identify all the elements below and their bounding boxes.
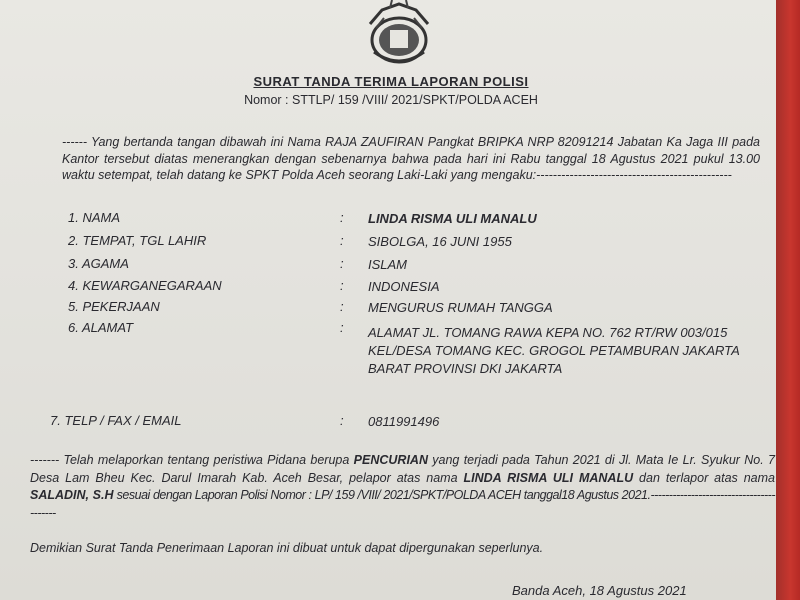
closing-paragraph: Demikian Surat Tanda Penerimaan Laporan ini dibuat untuk dapat dipergunakan seperlunya.: [30, 541, 544, 555]
field-value: ALAMAT JL. TOMANG RAWA KEPA NO. 762 RT/RW 003/015 KEL/DESA TOMANG KEC. GROGOL PETAMBURAN JAKARTA BARAT PROVINSI DKI JAKARTA: [368, 325, 740, 376]
field-colon: :: [340, 210, 344, 225]
report-paragraph: [30, 452, 775, 522]
intro-paragraph: ------ Yang bertanda tangan dibawah ini Nama RAJA ZAUFIRAN Pangkat BRIPKA NRP 82091214 Jabatan Ka Jaga III pada Kantor tersebut diatas menerangkan dengan sebenarnya bahwa pada hari ini Rabu tanggal 18 Agustus 2021 pukul 13.00 waktu setempat, telah datang ke SPKT Polda Aceh seorang Laki-Laki yang mengaku:-----------------------------------------------: [62, 135, 760, 182]
report-text: dan terlapor atas nama: [633, 470, 775, 485]
field-label: 4. KEWARGANEGARAAN: [68, 278, 222, 293]
field-label: 2. TEMPAT, TGL LAHIR: [68, 233, 207, 248]
field-colon: :: [340, 413, 344, 428]
report-text: yang terjadi pada Tahun 2021 di Jl. Mata Ie Lr. Syukur No. 7 Desa Lam Bheu Kec. Darul Imarah Kab. Aceh Besar, pelapor atas nama: [30, 453, 775, 485]
field-colon: :: [340, 299, 344, 314]
field-colon: :: [340, 278, 344, 293]
police-emblem-icon: [360, 0, 438, 66]
field-label: 7. TELP / FAX / EMAIL: [50, 413, 182, 428]
field-label: 1. NAMA: [68, 210, 121, 225]
field-value: 0811991496: [368, 414, 440, 429]
place-date: Banda Aceh, 18 Agustus 2021: [512, 583, 687, 598]
field-value: ISLAM: [368, 257, 408, 272]
report-text: sesuai dengan Laporan Polisi Nomor : LP/ 159 /VIII/ 2021/SPKT/POLDA ACEH tanggal18 Agustus 2021.-----------------------------------------: [30, 488, 775, 520]
field-label: 6. ALAMAT: [68, 320, 134, 335]
red-folder-edge: [776, 0, 800, 600]
crime-type: PENCURIAN: [353, 453, 428, 467]
field-label: 5. PEKERJAAN: [68, 299, 160, 314]
field-label: 3. AGAMA: [68, 256, 129, 271]
reporter-name: LINDA RISMA ULI MANALU: [463, 470, 634, 485]
field-colon: :: [340, 320, 344, 335]
document-number: Nomor : STTLP/ 159 /VIII/ 2021/SPKT/POLDA ACEH: [244, 93, 538, 107]
document-title: SURAT TANDA TERIMA LAPORAN POLISI: [253, 74, 529, 89]
field-value: LINDA RISMA ULI MANALU: [368, 211, 537, 226]
field-value: INDONESIA: [368, 279, 440, 294]
field-value: MENGURUS RUMAH TANGGA: [368, 300, 553, 315]
field-colon: :: [340, 233, 344, 248]
field-colon: :: [340, 256, 344, 271]
field-value: SIBOLGA, 16 JUNI 1955: [368, 234, 512, 249]
reported-name: SALADIN, S.H: [30, 488, 114, 502]
report-text: ------- Telah melaporkan tentang peristiwa Pidana berupa: [30, 453, 354, 467]
